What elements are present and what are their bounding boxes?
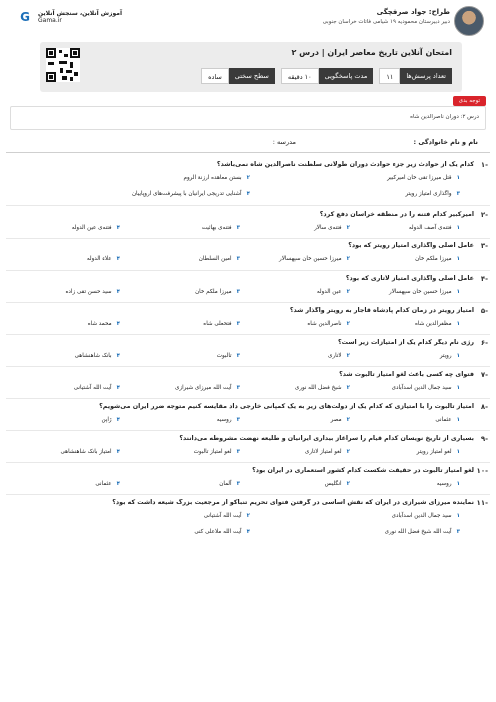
question-7 [6,371,490,391]
question-number: -۱ [480,161,488,169]
brand-site: Gama.ir [38,17,62,24]
question-9 [6,435,490,455]
exam-title: امتحان آنلاین تاریخ معاصر ایران | درس ۲ [291,48,452,57]
questions-count-label: تعداد پرسش‌ها [400,68,452,84]
option-4[interactable]: ۴آشنایی تدریجی ایرانیان با پیشرفت‌های اروپاییان [131,191,250,197]
question-5 [6,307,490,327]
name-label: نام و نام خانوادگی : [413,138,478,146]
question-number: -۳ [480,242,488,250]
qr-code-icon [46,48,80,82]
note-badge: توجه بدی [453,96,486,106]
option-4[interactable]: ۴علاء الدوله [86,256,120,262]
option-1[interactable]: ۱لغو امتیاز رویتر [416,449,460,455]
option-1[interactable]: ۱مظفرالدین شاه [414,321,460,327]
option-2[interactable]: ۲آیت الله آشتیانی [203,513,250,519]
difficulty-value: ساده [201,68,229,84]
question-stem: عامل اصلی واگذاری امتیاز لاتاری که بود؟ [345,275,474,282]
note-text: درس ۲: دوران ناصرالدین شاه [410,114,479,120]
school-label: مدرسه : [272,138,296,146]
question-stem: کدام یک از حوادث زیر جزء حوادث دوران طولانی سلطنت ناصرالدین شاه نمی‌باشد؟ [216,161,474,168]
question-number: -۵ [480,307,488,315]
option-1[interactable]: ۱روسیه [436,481,460,487]
option-2[interactable]: ۲انگلیس [324,481,350,487]
divider [6,152,490,153]
option-2[interactable]: ۲عین الدوله [316,289,350,295]
option-1[interactable]: ۱میرزا حسین خان سپهسالار [389,289,460,295]
option-2[interactable]: ۲بستن معاهده ارزنة الروم [183,175,250,181]
option-3[interactable]: ۳فتنه‌ی بهائیت [201,225,240,231]
author-name: طراح: جواد صرفچگی [376,8,450,16]
question-6 [6,339,490,359]
question-3 [6,242,490,262]
author-block [323,8,450,25]
question-stem: امتیاز تالبوت را با امتیازی که کدام یک از دولت‌های زیر به یک کمپانی خارجی داد مقایسه کنیم متوجه ضرر ایران می‌شویم؟ [99,403,474,410]
note-box [10,106,486,130]
page-header [6,6,490,40]
duration-value: ۱۰ دقیقه [281,68,319,84]
question-stem: فتوای چه کسی باعث لغو امتیاز تالبوت شد؟ [339,371,474,378]
question-number: -۲ [480,211,488,219]
question-number: -۴ [480,275,488,283]
question-stem: امتیاز رویتر در زمان کدام پادشاه قاجار به رویتر واگذار شد؟ [289,307,474,314]
question-stem: بسیاری از تاریخ نویسان کدام قیام را سرآغاز بیداری ایرانیان و طلیعه نهضت مشروطه می‌دانند؟ [179,435,474,442]
option-4[interactable]: ۴ژاپن [101,417,120,423]
option-2[interactable]: ۲لغو امتیاز لاتاری [304,449,350,455]
option-4[interactable]: ۴سید حسن تقی زاده [65,289,120,295]
option-1[interactable]: ۱قتل میرزا تقی خان امیرکبیر [387,175,460,181]
question-11 [6,499,490,535]
questions-count-value: ۱۱ [379,68,400,84]
option-3[interactable]: ۳فتحعلی شاه [203,321,240,327]
avatar [454,6,484,36]
question-number: -۱۱ [476,499,488,507]
option-1[interactable]: ۱رویتر [439,353,460,359]
option-2[interactable]: ۲میرزا حسین خان سپهسالار [279,256,350,262]
question-stem: رژی نام دیگر کدام یک از امتیازات زیر است؟ [338,339,474,346]
question-number: -۱۰ [476,467,488,475]
option-4[interactable]: ۴امتیاز بانک شاهنشاهی [60,449,120,455]
question-8 [6,403,490,423]
option-2[interactable]: ۲ناصرالدین شاه [307,321,350,327]
option-3[interactable]: ۳امین السلطان [198,256,240,262]
student-info-bar [10,133,486,151]
question-number: -۶ [480,339,488,347]
brand-tagline: آموزش آنلاین، سنجش آنلاین [38,10,123,17]
option-4[interactable]: ۴محمد شاه [87,321,120,327]
question-2 [6,211,490,231]
option-3[interactable]: ۳میرزا ملکم خان [195,289,240,295]
option-3[interactable]: ۳روسیه [216,417,240,423]
option-3[interactable]: ۳لغو امتیاز تالبوت [193,449,240,455]
option-1[interactable]: ۱میرزا ملکم خان [415,256,460,262]
option-1[interactable]: ۱سید جمال الدین اسدآبادی [391,513,460,519]
gama-logo-icon: G [20,10,30,24]
option-2[interactable]: ۲فتنه‌ی سالار [314,225,350,231]
option-4[interactable]: ۴عثمانی [95,481,120,487]
exam-meta-chips [201,68,452,84]
option-3[interactable]: ۳آیت الله میرزای شیرازی [175,385,240,391]
option-3[interactable]: ۳تالبوت [216,353,240,359]
author-desc: دبیر دبیرستان محمودیه ۱۹ شیامی فاتات خراسان جنوبی [322,19,450,25]
option-4[interactable]: ۴آیت الله آشتیانی [73,385,120,391]
option-1[interactable]: ۱عثمانی [435,417,460,423]
option-2[interactable]: ۲شیخ فضل الله نوری [294,385,350,391]
option-3[interactable]: ۳آیت الله شیخ فضل الله نوری [384,529,460,535]
option-4[interactable]: ۴فتنه‌ی عین الدوله [71,225,120,231]
option-3[interactable]: ۳واگذاری امتیاز رویتر [405,191,460,197]
question-stem: لغو امتیاز تالبوت در حقیقت شکست کدام کشور استعماری در ایران بود؟ [252,467,474,474]
question-stem: نماینده میرزای شیرازی در ایران که نقش اساسی در گرفتن فتوای تحریم تنباکو از مرجعیت بزرگ شیعه داشت که بود؟ [112,499,474,506]
question-number: -۸ [480,403,488,411]
option-1[interactable]: ۱سید جمال الدین اسدآبادی [391,385,460,391]
option-2[interactable]: ۲مصر [330,417,350,423]
option-1[interactable]: ۱فتنه‌ی آصف الدوله [408,225,460,231]
option-2[interactable]: ۲لاتاری [328,353,350,359]
brand-block[interactable] [16,10,122,24]
duration-label: مدت پاسخگویی [319,68,374,84]
exam-info-box [40,42,462,92]
question-10 [6,467,490,487]
option-4[interactable]: ۴بانک شاهنشاهی [74,353,120,359]
question-stem: عامل اصلی واگذاری امتیاز رویتر که بود؟ [348,242,474,249]
question-4 [6,275,490,295]
question-1 [6,161,490,197]
question-stem: امیرکبیر کدام فتنه را در منطقه خراسان دفع کرد؟ [319,211,474,218]
difficulty-label: سطح سختی [229,68,275,84]
option-3[interactable]: ۳آلمان [219,481,240,487]
question-number: -۷ [480,371,488,379]
question-number: -۹ [480,435,488,443]
option-4[interactable]: ۴آیت الله ملاعلی کنی [194,529,250,535]
